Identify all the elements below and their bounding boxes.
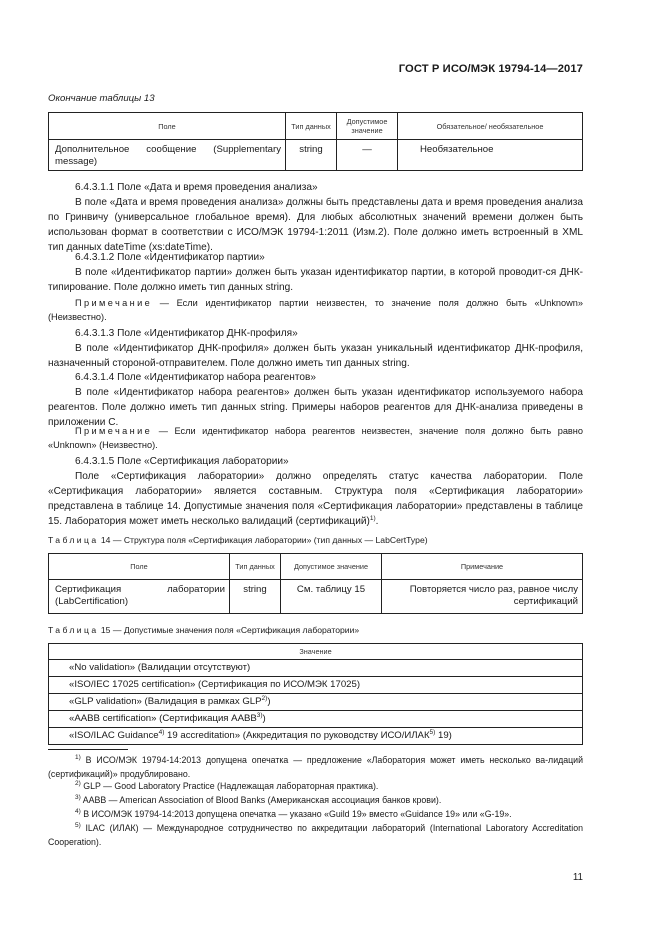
table-13-cell-field: Дополнительное сообщение (Supplementary message) bbox=[49, 140, 286, 171]
table-13-header-type: Тип данных bbox=[286, 113, 337, 140]
footnote-3: $^{3)}$ AABB — American Association of Blood Banks (Американская ассоциация банков крови). bbox=[75, 794, 442, 805]
paragraph-end: . bbox=[375, 516, 379, 527]
paragraph-batch-id: В поле «Идентификатор партии» должен быть указан идентификатор партии, в которой проводит-ся ДНК-типирование. Поле должно иметь тип данных string. bbox=[48, 267, 583, 293]
paragraph-date-time: В поле «Дата и время проведения анализа» должны быть представлены дата и время проведения анализа по Гринвичу (универсальное глобальное время). Для любых абсолютных значений времени должен быть использован формат в соответствии с ИСО/МЭК 19794-1:2011 (Изм.2). Поле должно иметь встроенный в XML тип данных dateTime (xs:dateTime). bbox=[48, 197, 583, 253]
table-row: «AABB certification» (Сертификация AABB$^{3)}$) bbox=[49, 711, 583, 728]
table-14-label: Таблица bbox=[48, 535, 99, 545]
footnote-ref-1: 1) bbox=[369, 515, 376, 522]
table-row: «ISO/IEC 17025 certification» (Сертификация по ИСО/МЭК 17025) bbox=[49, 677, 583, 694]
section-6-4-3-1-1-heading: 6.4.3.1.1 Поле «Дата и время проведения анализа» bbox=[75, 182, 318, 193]
table-14-header-allowed: Допустимое значение bbox=[281, 554, 382, 580]
table-14-title: 14 — Структура поля «Сертификация лаборатории» (тип данных — LabCertType) bbox=[98, 535, 428, 545]
table-row: «ISO/ILAC Guidance$^{4)}$ 19 accreditation» (Аккредитация по руководству ИСО/ИЛАК$^{5)}$ 19) bbox=[49, 728, 583, 745]
table-14-header-field: Поле bbox=[49, 554, 230, 580]
table-13-header-required: Обязательное/ необязательное bbox=[398, 113, 583, 140]
table-13-cell-required: Необязательное bbox=[398, 140, 583, 171]
table-13-header-field: Поле bbox=[49, 113, 286, 140]
note-text: — Если идентификатор партии неизвестен, то значение поля должно быть «Unknown» (Неизвестно). bbox=[48, 298, 583, 322]
table-15-caption bbox=[48, 625, 359, 635]
table-13-cell-allowed: — bbox=[337, 140, 398, 171]
footnote-divider bbox=[48, 749, 128, 750]
table-14-cell-allowed: См. таблицу 15 bbox=[281, 580, 382, 614]
section-6-4-3-1-4-heading: 6.4.3.1.4 Поле «Идентификатор набора реагентов» bbox=[75, 372, 316, 383]
paragraph-dna-profile-id: В поле «Идентификатор ДНК-профиля» должен быть указан уникальный идентификатор ДНК-профиля, назначенный стороной-отправителем. Поле должно иметь тип данных string. bbox=[48, 343, 583, 369]
paragraph-reagent-kit-id: В поле «Идентификатор набора реагентов» должен быть указан идентификатор используемого набора реагентов. Поле должно иметь тип данных string. Примеры наборов реагентов для ДНК-анализа приведены в приложении С. bbox=[48, 387, 583, 428]
table-15 bbox=[48, 643, 583, 745]
table-14-cell-type: string bbox=[230, 580, 281, 614]
section-6-4-3-1-5-heading: 6.4.3.1.5 Поле «Сертификация лаборатории» bbox=[75, 456, 289, 467]
section-6-4-3-1-3-heading: 6.4.3.1.3 Поле «Идентификатор ДНК-профиля» bbox=[75, 328, 298, 339]
table-13 bbox=[48, 112, 583, 171]
note-label: Примечание bbox=[75, 426, 153, 436]
page-number: 11 bbox=[572, 872, 583, 883]
note-text: — Если идентификатор набора реагентов неизвестен, значение поля должно быть равно «Unknown» (Неизвестно). bbox=[48, 426, 583, 450]
table-13-header-allowed: Допустимое значение bbox=[337, 113, 398, 140]
paragraph-lab-certification bbox=[48, 469, 583, 529]
note-batch-id bbox=[48, 296, 583, 324]
table-13-caption: Окончание таблицы 13 bbox=[48, 93, 155, 104]
paragraph-text: Поле «Сертификация лаборатории» должно определять статус качества лаборатории. Поле «Сертификация лаборатории» является составным. Структура поля «Сертификация лаборатории» представлена в таблице 14. Допустимые значения поля «Сертификация лаборатории» представлены в таблице 15. Лаборатория может иметь несколько валидаций (сертификаций) bbox=[48, 471, 583, 527]
section-6-4-3-1-2-heading: 6.4.3.1.2 Поле «Идентификатор партии» bbox=[75, 252, 265, 263]
table-14-header-type: Тип данных bbox=[230, 554, 281, 580]
table-row: «GLP validation» (Валидация в рамках GLP$^{2)}$) bbox=[49, 694, 583, 711]
note-reagent-kit bbox=[48, 424, 583, 452]
document-header: ГОСТ Р ИСО/МЭК 19794-14—2017 bbox=[398, 63, 583, 75]
footnote-4: $^{4)}$ В ИСО/МЭК 19794-14:2013 допущена опечатка — указано «Guild 19» вместо «Guidance 19» или «G-19». bbox=[75, 808, 512, 819]
note-label: Примечание bbox=[75, 298, 153, 308]
footnote-1: $^{1)}$ В ИСО/МЭК 19794-14:2013 допущена опечатка — предложение «Лаборатория может иметь несколько ва-лидаций (сертификаций)» продублировано. bbox=[48, 754, 583, 779]
table-14-header-note: Примечание bbox=[382, 554, 583, 580]
table-15-label: Таблица bbox=[48, 625, 99, 635]
table-row: «No validation» (Валидации отсутствуют) bbox=[49, 660, 583, 677]
table-13-cell-type: string bbox=[286, 140, 337, 171]
footnote-5: $^{5)}$ ILAC (ИЛАК) — Международное сотрудничество по аккредитации лабораторий (International Laboratory Accreditation Cooperation). bbox=[48, 822, 583, 847]
table-15-header: Значение bbox=[49, 644, 583, 660]
table-14-caption bbox=[48, 535, 428, 545]
footnote-2: $^{2)}$ GLP — Good Laboratory Practice (Надлежащая лабораторная практика). bbox=[75, 780, 379, 791]
table-14-cell-note: Повторяется число раз, равное числу сертификаций bbox=[382, 580, 583, 614]
table-14-cell-field: Сертификация лаборатории (LabCertification) bbox=[49, 580, 230, 614]
table-14 bbox=[48, 553, 583, 614]
table-15-title: 15 — Допустимые значения поля «Сертификация лаборатории» bbox=[98, 625, 360, 635]
